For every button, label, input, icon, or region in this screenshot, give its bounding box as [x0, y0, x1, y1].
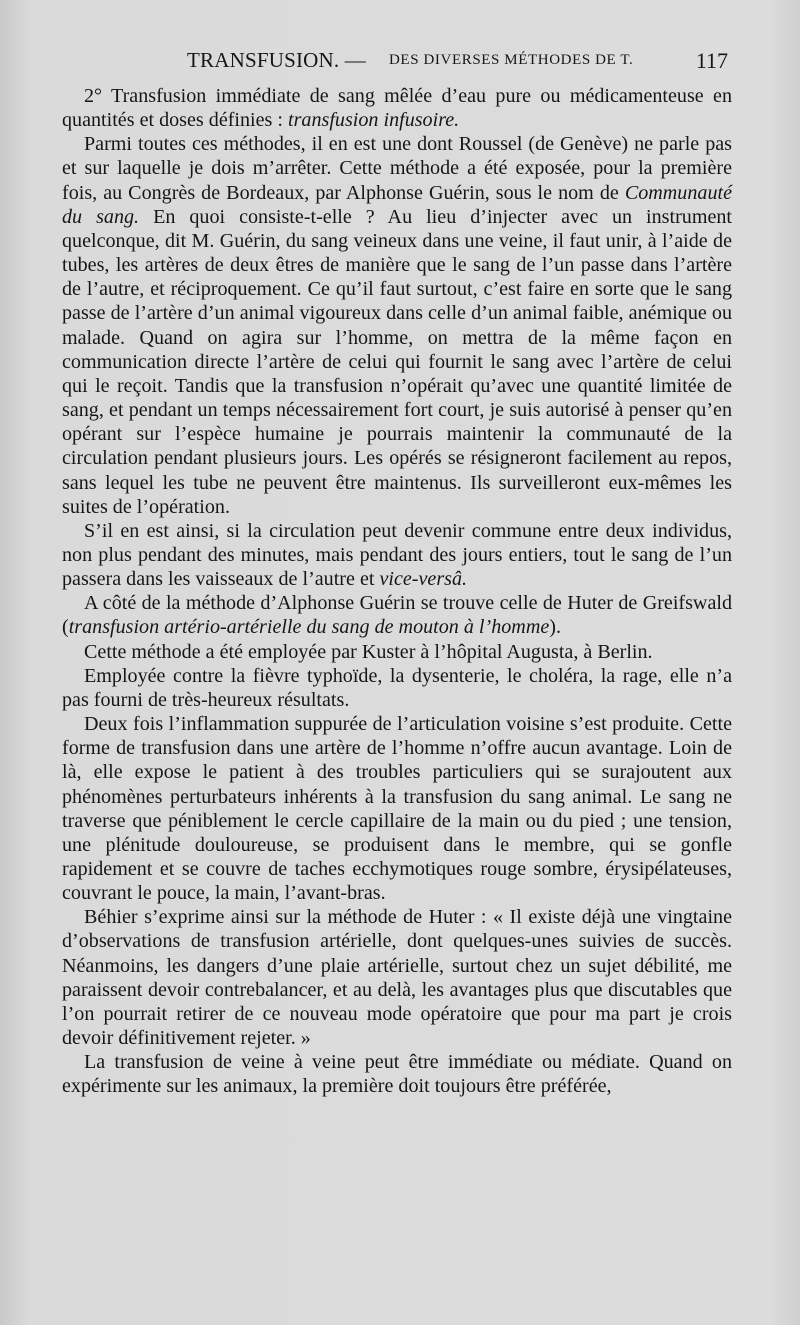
text-run: La transfusion de veine à veine peut être immédiate ou médiate. Quand on expérimente sur les animaux, la première doit toujours être préférée, — [62, 1051, 732, 1098]
paragraph — [62, 132, 732, 519]
text-run: S’il en est ainsi, si la circulation peut devenir commune entre deux individus, non plus pendant des minutes, mais pendant des jours entiers, tout le sang de l’un passera dans les vaisseaux de l’autre et — [62, 519, 732, 591]
paragraph — [62, 591, 732, 639]
paragraph — [62, 640, 732, 664]
paragraph — [62, 712, 732, 905]
text-run: ). — [549, 616, 561, 639]
text-run: Parmi toutes ces méthodes, il en est une dont Roussel (de Genève) ne parle pas et sur laquelle je dois m’arrêter. Cette méthode a été exposée, pour la première fois, au Congrès de Bordeaux, par Alphonse Guérin, sous le nom de — [62, 133, 732, 204]
text-run: A côté de la méthode d’Alphonse Guérin se trouve celle de Huter de Greifswald ( — [62, 592, 732, 639]
text-run: 2° Transfusion immédiate de sang mêlée d’eau pure ou médicamenteuse en quantités et doses définies : — [62, 85, 732, 132]
italic-run: transfusion infusoire. — [288, 109, 460, 132]
running-header — [62, 48, 732, 78]
paragraph — [62, 519, 732, 591]
italic-run: Communauté du sang. — [62, 181, 732, 228]
text-run: Deux fois l’inflammation suppurée de l’articulation voisine s’est produite. Cette forme de transfusion dans une artère de l’homme n’offre aucun avantage. Loin de là, elle expose le patient à des troubles particuliers qui se surajoutent aux phénomènes perturbateurs inhérents à la transfusion du sang animal. Le sang ne traverse que péniblement le cercle capillaire de la main ou du pied ; une tension, une plénitude douloureuse, se produisent dans le membre, qui se gonfle rapidement et se couvre de taches ecchymotiques rouge sombre, érysipélateuses, couvrant le pouce, la main, l’avant-bras. — [62, 713, 732, 905]
paragraph — [62, 1050, 732, 1098]
text-run: Béhier s’exprime ainsi sur la méthode de Huter : « Il existe déjà une vingtaine d’observations de transfusion artérielle, dont quelques-unes suivies de succès. Néanmoins, les dangers d’une plaie artérielle, surtout chez un sujet débilité, me paraissent devoir contrebalancer, et au delà, les avantages plus que discutables que l’on pourrait retirer de ce nouveau mode opératoire que pour ma part je crois devoir définitivement rejeter. » — [62, 906, 732, 1050]
running-title: TRANSFUSION. — — [187, 48, 366, 72]
text-run: Cette méthode a été employée par Kuster à l’hôpital Augusta, à Berlin. — [84, 640, 653, 663]
italic-run: transfusion artério-artérielle du sang de mouton à l’homme — [68, 616, 550, 639]
paragraph — [62, 84, 732, 132]
body-text — [62, 84, 732, 1099]
text-run: En quoi consiste-t-elle ? Au lieu d’injecter avec un instrument quelconque, dit M. Guérin, du sang veineux dans une veine, il faut unir, à l’aide de tubes, les artères de deux êtres de manière que le sang de l’un passe dans l’artère de l’autre, et réciproquement. Ce qu’il faut surtout, c’est faire en sorte que le sang passe de l’artère d’un animal vigoureux dans celle d’un animal faible, anémique ou malade. Quand on agira sur l’homme, on mettra de la même façon en communication directe l’artère de celui qui fournit le sang avec l’artère de celui qui le reçoit. Tandis que la transfusion n’opérait qu’avec une quantité limitée de sang, et pendant un temps nécessairement fort court, je suis autorisé à penser qu’en opérant sur l’espèce humaine je pourrais maintenir la communauté de la circulation pendant plusieurs jours. Les opérés se résigneront facilement au repos, sans lequel les tube ne peuvent être maintenus. Ils surveilleront eux-mêmes les suites de l’opération. — [62, 205, 732, 518]
page-number: 117 — [695, 48, 728, 73]
paragraph — [62, 664, 732, 712]
italic-run: vice-versâ. — [379, 568, 468, 591]
text-run: Employée contre la fièvre typhoïde, la dysenterie, le choléra, la rage, elle n’a pas fourni de très-heureux résultats. — [62, 664, 732, 711]
paragraph — [62, 905, 732, 1050]
running-subtitle: DES DIVERSES MÉTHODES DE T. — [389, 52, 634, 68]
